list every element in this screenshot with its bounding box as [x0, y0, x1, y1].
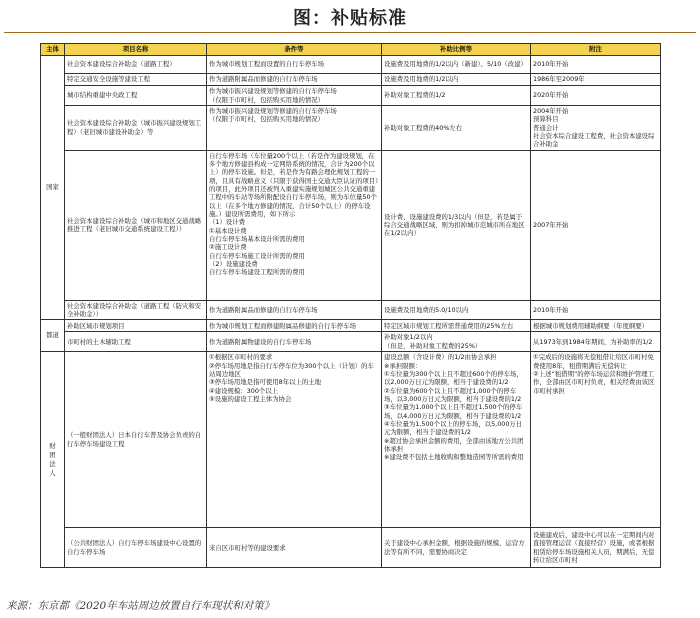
cell-line: 特定区域市规划工程所需普通费用的25%左右	[384, 321, 514, 330]
cell-line: （1）设计费	[209, 218, 246, 227]
cell-line: 补助对象工程费的40%左右	[384, 123, 463, 132]
cell-line: 设施费及用地费的1/2以内（新建）、5/10（改建）	[384, 60, 527, 69]
source-caption: 来源：东京都《2020年车站周边放置自行车现状和对策》	[6, 600, 275, 612]
cell-line: （仅限于市町村，包括购买用地的情况）	[209, 95, 325, 104]
cell-line: 预算科目	[533, 115, 559, 124]
cell-line: 作为道路附属品而修建的自行车停车场	[209, 75, 318, 84]
cell-line: ④建设规模：300个以上	[209, 386, 279, 395]
subsidy-table	[40, 43, 661, 568]
cell-line: 1986年至2009年	[533, 75, 585, 84]
cell-line: 2010年开始	[533, 305, 569, 314]
cell-line: ※建设费不包括土地收购和整地造园等所需的费用	[384, 453, 524, 462]
cell-note	[531, 352, 661, 528]
cell-line: ⑤设施的建设工程主体为协会	[209, 394, 292, 403]
cell-line: ③车位量为1,000个以上且不超过1,500个的停车场，以4,000万日元为限额，相当于建设费的1/2	[384, 403, 523, 420]
cell-condition	[207, 106, 382, 151]
cell-line: 从1973年到1984年期间，为补助率的1/2	[533, 337, 653, 346]
cell-line: ※承担限额：	[384, 361, 422, 370]
cell-note	[531, 332, 661, 352]
cell-line: ③停车场用地是指可使用8年以上的土地	[209, 378, 322, 387]
cell-line: ②施工设计费	[209, 243, 247, 252]
cell-note	[531, 300, 661, 320]
cell-ratio	[382, 332, 531, 352]
cell-line: ②上述“租借期”的停车场运营和维护管理工作，全部由区市町村负责，相关经费由该区市町村承担	[533, 369, 655, 395]
cell-note	[531, 56, 661, 74]
header-subsidy-ratio: 补助比例等	[382, 44, 531, 56]
cell-note	[531, 528, 661, 568]
cell-line: ①完成后的设施将无偿租借让给区市町村免费使用8年，租借期满后无偿转让	[533, 353, 654, 370]
cell-condition	[207, 74, 382, 86]
group-cell-foundation	[41, 352, 65, 568]
table-row	[41, 74, 661, 86]
cell-line: 建设总额（含设计费）的1/2由协会承担	[384, 353, 497, 362]
page-title: 图：补贴标准	[293, 8, 407, 29]
cell-line: 设施费及用地费的5.0/10以内	[384, 305, 469, 314]
cell-line: 作为城市振兴建设规划等修建的自行车停车场	[209, 107, 337, 115]
table-row	[41, 150, 661, 300]
cell-condition	[207, 320, 382, 332]
cell-line: 普通会计	[533, 123, 559, 132]
cell-name: （一般财团法人）日本自行车普及协会负责的自行车停车场建设工程	[65, 352, 207, 528]
cell-condition	[207, 56, 382, 74]
cell-line: ②停车场用地是指自行车停车位为300个以上（计划）的车站周边地区	[209, 361, 374, 378]
table-row	[41, 106, 661, 151]
cell-line: 2007年开始	[533, 220, 569, 229]
cell-line: （但是，补助对象工程费的25%）	[384, 341, 482, 350]
cell-line: 自行车停车场施工设计所需的费用	[209, 251, 305, 260]
cell-name: 社会资本建设综合补助金（道路工程）	[65, 56, 207, 74]
cell-ratio	[382, 150, 531, 300]
cell-ratio	[382, 86, 531, 106]
cell-line: 作为城市规划工程而修建附属品修建的自行车停车场	[209, 321, 356, 330]
cell-line: 作为城市振兴建设规划等修建的自行车停车场	[209, 87, 337, 96]
cell-line: （2）设施建设费	[209, 259, 258, 268]
cell-ratio	[382, 320, 531, 332]
cell-line: ①基本设计费	[209, 226, 247, 235]
cell-name: 城市结构重建中央政工程	[65, 86, 207, 106]
cell-name: 特定交通安全设施等建设工程	[65, 74, 207, 86]
cell-note	[531, 106, 661, 151]
group-label-foundation: 财团法人	[49, 441, 56, 477]
cell-line: 补助对象1/2以内	[384, 333, 433, 342]
cell-condition	[207, 150, 382, 300]
cell-note	[531, 320, 661, 332]
cell-line: ④车位量为1,500个以上的停车场，以5,000万日元为限额，相当于建设费的1/2	[384, 419, 523, 437]
cell-condition	[207, 332, 382, 352]
cell-line: 作为道路附属品而修建的自行车停车场	[209, 305, 318, 314]
title-divider	[4, 32, 696, 33]
cell-line: 自行车停车场基本设计所需的费用	[209, 234, 305, 243]
cell-note	[531, 150, 661, 300]
cell-line: 2020年开始	[533, 91, 569, 100]
cell-line: 设施建成后，建设中心可以在一定期间内对直接管理运营（直接经营）设施，或者根据租赁给停车场设施相关人员，期满后，无偿转让给区市町村	[533, 531, 655, 565]
table-header-row	[41, 44, 661, 56]
table-row	[41, 56, 661, 74]
cell-name: 社会资本建设综合补助金（道路工程（防灾和安全补助金））	[65, 300, 207, 320]
cell-line: 设计费、设施建设费的1/3以内（但是，若是属于综合交通战略区域，则为扣掉城市范城市所在地区在1/2以内）	[384, 212, 525, 238]
cell-line: 补助对象工程费的1/2	[384, 91, 446, 100]
cell-name: 社会资本建设综合补助金（城市和地区交通战略推进工程（老旧城市交通系统建设工程））	[65, 150, 207, 300]
table-row	[41, 352, 661, 528]
cell-note	[531, 86, 661, 106]
cell-note	[531, 74, 661, 86]
cell-line: 作为城市规划工程而设置的自行车停车场	[209, 60, 325, 69]
table-row	[41, 320, 661, 332]
cell-line: 根据城市规划费用辅助纲要（年度纲要）	[533, 321, 649, 330]
cell-line: 自行车停车场（车位量200个以上（若是作为建设规划，在多个地方修建县构成一定网络系统的情况，合计为200个以上）的停车设施。但是，若是作为有路会理化规划工程的一项，且具有战略意义（只限于获得国土交通大臣认证的项目）的项目，此外项目还被列入重建实施规划城区公共交通重建工程中的车站等场所附配设自行车停车场，则为车位量50个以上（在多个地方修建的情况，合计50个以上）的停车设施。）建设所需费用，如下所示	[209, 151, 379, 218]
cell-condition	[207, 352, 382, 528]
cell-ratio	[382, 300, 531, 320]
cell-line: 作为道路附属物建设的自行车停车场	[209, 337, 312, 346]
table-row	[41, 332, 661, 352]
cell-line: 设施费及用地费的1/2以内	[384, 75, 459, 84]
cell-condition	[207, 86, 382, 106]
cell-ratio	[382, 352, 531, 528]
cell-line: 2004年开始	[533, 107, 569, 115]
table-row	[41, 86, 661, 106]
cell-name: （公共财团法人）自行车停车场建设中心设置的自行车停车场	[65, 528, 207, 568]
cell-name: 市町村的土木辅助工程	[65, 332, 207, 352]
cell-line: ①根据区市町村的要求	[209, 353, 273, 362]
table-row	[41, 528, 661, 568]
cell-line: ②车位量为600个以上且不超过1,000个的停车场，以3,000万日元为限额，相当于建设费的1/2	[384, 386, 522, 403]
table-row	[41, 300, 661, 320]
group-cell-national	[41, 56, 65, 320]
cell-condition	[207, 300, 382, 320]
cell-line: ①车位量为300个以上且不超过600个的停车场，以2,000万日元为限额，相当于建设费的1/2	[384, 369, 523, 387]
cell-line: ※超过协会承担金额的费用，全部由该地方公共团体承担	[384, 436, 524, 453]
header-subject: 主体	[41, 44, 65, 56]
header-notes: 附注	[531, 44, 661, 56]
cell-line: 2010年开始	[533, 60, 569, 69]
cell-ratio	[382, 74, 531, 86]
header-conditions: 条件等	[207, 44, 382, 56]
cell-ratio	[382, 106, 531, 151]
group-label-national: 国家	[46, 183, 59, 192]
cell-condition	[207, 528, 382, 568]
cell-line: （仅限于市町村，包括购买用地的情况）	[209, 115, 325, 124]
cell-name: 补助区域市规划项目	[65, 320, 207, 332]
group-cell-county	[41, 320, 65, 352]
cell-line: 社会资本综合建设工程费、社会资本建设综合补助金	[533, 131, 655, 149]
cell-line: 来自区市町村等的建设要求	[209, 543, 286, 552]
group-label-county: 都道	[46, 331, 59, 340]
cell-ratio	[382, 56, 531, 74]
cell-line: 自行车停车场建设工程所需的费用	[209, 268, 305, 277]
cell-ratio	[382, 528, 531, 568]
header-project-name: 项目名称	[65, 44, 207, 56]
cell-name: 社会资本建设综合补助金（城市振兴建设规划工程）（老旧城市建设补助金）等	[65, 106, 207, 151]
cell-line: 关于建设中心承担金额，根据设施的规模、运营方法等有所不同，需要协商决定	[384, 539, 525, 556]
